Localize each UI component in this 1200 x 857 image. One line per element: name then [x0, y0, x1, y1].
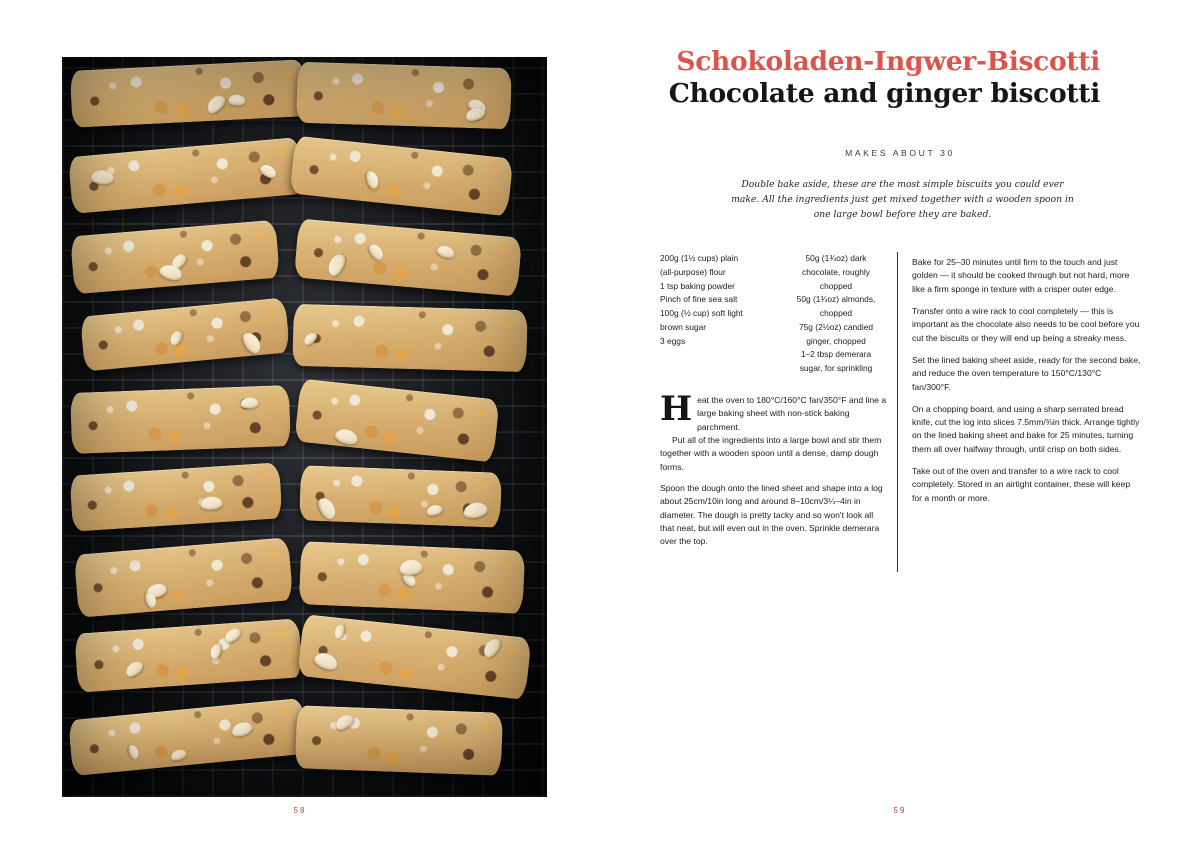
- ingredient-line: ginger, chopped: [806, 335, 866, 346]
- ingredient-line: 1 tsp baking powder: [660, 280, 735, 291]
- ingredient-line: chopped: [819, 308, 853, 319]
- method-para-5: Transfer onto a wire rack to cool completely — this is important as the chocolate also needs to be cool before you cut the biscuits or they will end up being a streaky mess.: [912, 305, 1140, 343]
- biscotto: [68, 137, 304, 214]
- drop-cap: H: [660, 389, 693, 429]
- biscotto: [299, 465, 502, 528]
- ingredient-line: 100g (½ cup) soft light: [660, 308, 743, 319]
- biscotto: [70, 385, 291, 454]
- crumb-texture: [69, 462, 282, 532]
- column-divider: [897, 252, 898, 572]
- crumb-texture: [74, 618, 303, 693]
- biscotto: [298, 542, 525, 614]
- crumb-texture: [293, 219, 521, 297]
- ingredient-line: 1–2 tbsp demerara: [800, 349, 872, 360]
- ingredient-line: 50g (1¾oz) dark: [805, 253, 867, 263]
- ingredient-line: 50g (1¾oz) almonds,: [796, 294, 876, 305]
- method-column-left: [660, 389, 888, 556]
- ingredient-line: (all-purpose) flour: [660, 266, 726, 277]
- recipe-standfirst: Double bake aside, these are the most simple biscuits you could ever make. All the ingredients just get mixed together with a wooden spoon in one large bowl before they are baked.: [731, 179, 1074, 220]
- ingredient-line: 200g (1½ cups) plain: [660, 253, 739, 263]
- crumb-texture: [290, 136, 514, 217]
- right-page: [600, 0, 1200, 857]
- method-para-4: Bake for 25–30 minutes until firm to the touch and just golden — it should be cooked through but not hard, more like a firm sponge in texture with a crisper outer edge.: [912, 257, 1130, 294]
- page-number-left: 58: [293, 806, 307, 815]
- method-para-1: [660, 389, 888, 434]
- biscotti-layer: [62, 57, 547, 797]
- crumb-texture: [70, 59, 308, 128]
- method-para-8: Take out of the oven and transfer to a wire rack to cool completely. Stored in an airtight container, these will keep for a month or more.: [912, 466, 1131, 503]
- ingredient-line: brown sugar: [660, 321, 707, 332]
- method-para-7: On a chopping board, and using a sharp serrated bread knife, cut the log into slices 7.5mm/⅜in thick. Arrange tightly on the lined baking sheet and bake for 25 minutes, turning them all over halfway through, until crisp on both sides.: [912, 403, 1140, 454]
- method-para-6: Set the lined baking sheet aside, ready for the second bake, and reduce the oven temperature to 150°C/130°C fan/300°F.: [912, 354, 1141, 392]
- ingredient-line: chocolate, roughly: [802, 266, 870, 277]
- ingredients-columns: [660, 252, 892, 376]
- recipe-title-german: Schokoladen-Ingwer-Biscotti: [676, 46, 1100, 77]
- ingredient-line: sugar, for sprinkling: [799, 363, 873, 374]
- ingredient-line: 75g (2½oz) candied: [798, 321, 874, 332]
- crumb-texture: [294, 705, 502, 776]
- recipe-title-english: Chocolate and ginger biscotti: [668, 77, 1100, 109]
- biscotto: [292, 304, 528, 372]
- crumb-texture: [297, 62, 513, 130]
- ingredient-line: Pinch of fine sea salt: [660, 294, 738, 305]
- biscotto: [68, 697, 308, 775]
- biscotto: [74, 538, 294, 618]
- biscotti-photograph: [62, 57, 547, 797]
- crumb-texture: [294, 379, 500, 463]
- biscotto: [297, 62, 513, 130]
- crumb-texture: [292, 304, 528, 372]
- crumb-texture: [74, 538, 294, 618]
- biscotto: [69, 462, 282, 532]
- crumb-texture: [68, 697, 308, 775]
- recipe-title-block: [616, 48, 1100, 108]
- crumb-texture: [70, 385, 291, 454]
- biscotto: [70, 220, 280, 295]
- ingredient-line: chopped: [819, 280, 853, 291]
- biscotto: [294, 379, 500, 463]
- biscotto: [293, 219, 521, 297]
- crumb-texture: [80, 298, 290, 372]
- ingredients-column-2: [780, 252, 892, 376]
- method-para-3: Spoon the dough onto the lined sheet and shape into a log about 25cm/10in long and around 8–10cm/3¼–4in in diameter. The dough is pretty tacky and so won't look all that neat, but will even out in the oven. Sprinkle demerara over the top.: [660, 482, 883, 547]
- biscotto: [294, 705, 502, 776]
- biscotto: [70, 59, 308, 128]
- biscotto: [290, 136, 514, 217]
- method-para-2: Put all of the ingredients into a large bowl and stir them together with a wooden spoon until a dense, damp dough forms.: [660, 434, 882, 472]
- biscotto: [297, 614, 532, 700]
- recipe-yield: MAKES ABOUT 30: [845, 148, 955, 158]
- ingredients-column-1: [660, 252, 772, 348]
- biscotto: [74, 618, 303, 693]
- method-column-right: [912, 256, 1142, 514]
- page-number-right: 59: [893, 806, 907, 815]
- biscotto: [80, 298, 290, 372]
- ingredient-line: 3 eggs: [660, 335, 686, 346]
- method-para-1-text: eat the oven to 180°C/160°C fan/350°F and line a large baking sheet with non-stick baking parchment.: [697, 395, 887, 432]
